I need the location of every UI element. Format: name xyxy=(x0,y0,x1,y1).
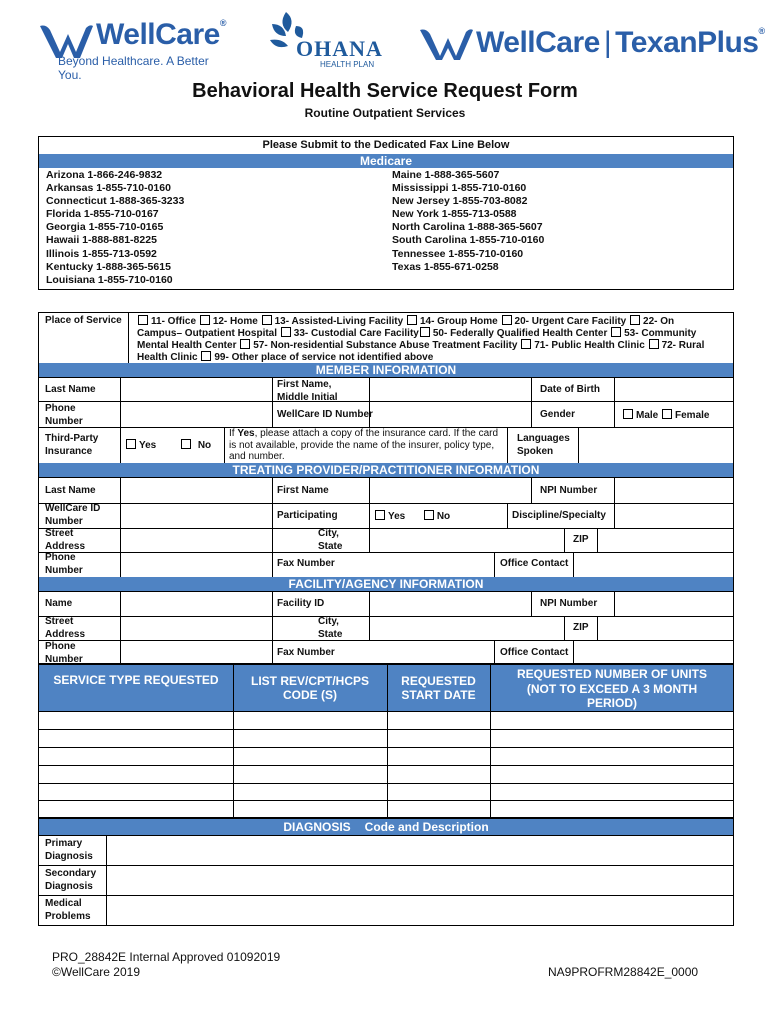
wellcare-wave-icon xyxy=(418,26,474,62)
gender-male-checkbox[interactable] xyxy=(623,409,633,419)
provider-street-field[interactable] xyxy=(121,529,272,552)
pos-22-checkbox[interactable] xyxy=(630,315,640,325)
form-subtitle: Routine Outpatient Services xyxy=(304,106,466,120)
medical-problems-label: Medical Problems xyxy=(45,898,91,922)
texanplus-text: TexanPlus xyxy=(615,26,759,59)
registered-mark: ® xyxy=(219,18,226,28)
pos-14-label: 14- Group Home xyxy=(419,316,498,327)
provider-info-header: TREATING PROVIDER/PRACTITIONER INFORMATION xyxy=(39,463,733,477)
primary-diagnosis-label: Primary Diagnosis xyxy=(45,838,93,862)
service-row[interactable] xyxy=(39,801,733,818)
participating-no-checkbox[interactable] xyxy=(424,510,434,520)
facility-zip-label: ZIP xyxy=(573,622,589,633)
provider-first-name-field[interactable] xyxy=(370,478,531,503)
pos-33-checkbox[interactable] xyxy=(281,327,291,337)
facility-office-label: Office Contact xyxy=(500,647,569,658)
facility-npi-label: NPI Number xyxy=(540,598,598,609)
provider-fax-field[interactable] xyxy=(370,553,494,577)
form-title: Behavioral Health Service Request Form xyxy=(192,80,578,102)
pos-99-checkbox[interactable] xyxy=(201,351,211,361)
third-party-yes-checkbox[interactable] xyxy=(126,439,136,449)
start-date-col-header: REQUESTED START DATE xyxy=(401,674,476,702)
pos-11-checkbox[interactable] xyxy=(138,315,148,325)
footer-approval: PRO_28842E Internal Approved 01092019 xyxy=(52,950,281,964)
facility-npi-field[interactable] xyxy=(615,592,733,616)
wellcare-logo-text: WellCare xyxy=(96,18,220,51)
pos-20-label: 20- Urgent Care Facility xyxy=(514,316,627,327)
pos-12-label: 12- Home xyxy=(212,316,258,327)
third-party-yes-label: Yes xyxy=(139,440,157,451)
provider-wcid-field[interactable] xyxy=(121,504,272,528)
fax-line: Kentucky 1-888-365-5615 xyxy=(46,260,171,273)
ohana-logo-text: OHANA xyxy=(296,36,383,61)
pos-33-label: 33- Custodial Care Facility xyxy=(293,328,419,339)
provider-city-field[interactable] xyxy=(370,529,564,552)
footer-form-code: NA9PROFRM28842E_0000 xyxy=(548,965,699,979)
third-party-no-checkbox[interactable] xyxy=(181,439,191,449)
pos-13-label: 13- Assisted-Living Facility xyxy=(274,316,404,327)
pos-13-checkbox[interactable] xyxy=(262,315,272,325)
pos-14-checkbox[interactable] xyxy=(407,315,417,325)
fax-line: New York 1-855-713-0588 xyxy=(392,208,517,221)
participating-yes-checkbox[interactable] xyxy=(375,510,385,520)
participating-label: Participating xyxy=(277,510,338,521)
fax-line: Florida 1-855-710-0167 xyxy=(46,208,159,221)
facility-id-field[interactable] xyxy=(370,592,531,616)
provider-fax-label: Fax Number xyxy=(277,558,335,569)
provider-zip-field[interactable] xyxy=(598,529,733,552)
units-col-header: REQUESTED NUMBER OF UNITS (NOT TO EXCEED A 3 MONTH PERIOD) xyxy=(516,667,707,710)
fax-line: Mississippi 1-855-710-0160 xyxy=(392,182,527,195)
participating-no-label: No xyxy=(436,511,451,522)
logo-separator: | xyxy=(603,26,612,59)
pos-71-checkbox[interactable] xyxy=(521,339,531,349)
fax-list-right xyxy=(392,169,544,274)
fax-line: Arkansas 1-855-710-0160 xyxy=(46,182,171,195)
member-last-name-label: Last Name xyxy=(45,384,96,395)
gender-female-label: Female xyxy=(675,410,710,421)
medical-problems-field[interactable] xyxy=(107,896,733,925)
languages-label: Languages Spoken xyxy=(517,433,570,457)
fax-line: New Jersey 1-855-703-8082 xyxy=(392,195,528,208)
pos-50-checkbox[interactable] xyxy=(420,327,430,337)
provider-office-field[interactable] xyxy=(574,553,733,577)
member-last-name-field[interactable] xyxy=(121,378,272,401)
primary-diagnosis-field[interactable] xyxy=(107,836,733,865)
provider-first-name-label: First Name xyxy=(277,485,329,496)
facility-fax-field[interactable] xyxy=(370,641,494,664)
pos-20-checkbox[interactable] xyxy=(502,315,512,325)
member-phone-field[interactable] xyxy=(121,402,272,427)
fax-line: North Carolina 1-888-365-5607 xyxy=(392,221,543,234)
member-phone-label: Phone Number xyxy=(45,403,83,427)
provider-city-label: City, State xyxy=(318,528,343,552)
fax-line: Hawaii 1-888-881-8225 xyxy=(46,234,157,247)
secondary-diagnosis-label: Secondary Diagnosis xyxy=(45,868,97,892)
member-info-header: MEMBER INFORMATION xyxy=(39,363,733,377)
member-dob-field[interactable] xyxy=(615,378,733,401)
facility-name-field[interactable] xyxy=(121,592,272,616)
provider-last-name-label: Last Name xyxy=(45,485,96,496)
pos-11-label: 11- Office xyxy=(151,316,197,327)
provider-npi-field[interactable] xyxy=(615,478,733,503)
provider-phone-label: Phone Number xyxy=(45,552,83,576)
footer-copyright: ©WellCare 2019 xyxy=(52,965,140,979)
pos-71-label: 71- Public Health Clinic xyxy=(534,340,645,351)
texanplus-wellcare-text: WellCare xyxy=(476,26,600,59)
rev-code-col-header: LIST REV/CPT/HCPS CODE (S) xyxy=(250,674,369,702)
provider-phone-field[interactable] xyxy=(121,553,272,577)
participating-yes-label: Yes xyxy=(388,511,406,522)
participating-options xyxy=(374,510,450,524)
service-row[interactable] xyxy=(39,730,733,747)
member-first-name-field[interactable] xyxy=(370,378,531,401)
fax-line: South Carolina 1-855-710-0160 xyxy=(392,234,545,247)
pos-22-label-cont: Campus– Outpatient Hospital xyxy=(137,328,278,339)
facility-id-label: Facility ID xyxy=(277,598,325,609)
fax-line: Connecticut 1-888-365-3233 xyxy=(46,195,185,208)
service-type-col-header: SERVICE TYPE REQUESTED xyxy=(53,673,219,687)
member-wcid-label: WellCare ID Number xyxy=(277,409,373,420)
service-row[interactable] xyxy=(39,766,733,783)
fax-line: Arizona 1-866-246-9832 xyxy=(46,169,163,181)
service-row[interactable] xyxy=(39,748,733,765)
fax-list-left xyxy=(46,169,184,287)
place-of-service-label: Place of Service xyxy=(45,315,122,326)
footer-left xyxy=(52,950,280,980)
pos-22-label: 22- On xyxy=(643,316,675,327)
pos-57-label: 57- Non-residential Substance Abuse Treatment Facility xyxy=(253,340,518,351)
fax-heading: Please Submit to the Dedicated Fax Line Below xyxy=(262,139,510,151)
provider-npi-label: NPI Number xyxy=(540,485,598,496)
service-row[interactable] xyxy=(39,784,733,800)
pos-12-checkbox[interactable] xyxy=(200,315,210,325)
fax-line: Maine 1-888-365-5607 xyxy=(392,169,500,181)
ohana-logo xyxy=(258,10,388,72)
pos-72-label-cont: Health Clinic xyxy=(137,352,198,363)
pos-53-checkbox[interactable] xyxy=(611,327,621,337)
pos-53-label: 53- Community xyxy=(624,328,697,339)
pos-99-label: 99- Other place of service not identified above xyxy=(214,352,434,363)
secondary-diagnosis-field[interactable] xyxy=(107,866,733,895)
pos-72-label: 72- Rural xyxy=(661,340,705,351)
discipline-label: Discipline/Specialty xyxy=(512,510,606,521)
wellcare-logo xyxy=(38,14,228,82)
pos-72-checkbox[interactable] xyxy=(649,339,659,349)
provider-last-name-field[interactable] xyxy=(121,478,272,503)
facility-zip-field[interactable] xyxy=(598,617,733,640)
provider-street-label: Street Address xyxy=(45,528,86,552)
registered-mark: ® xyxy=(758,26,765,36)
third-party-no-label: No xyxy=(197,440,212,451)
facility-street-field[interactable] xyxy=(121,617,272,640)
gender-male-label: Male xyxy=(636,410,659,421)
facility-city-field[interactable] xyxy=(370,617,564,640)
third-party-label: Third-Party Insurance xyxy=(45,433,99,457)
facility-office-field[interactable] xyxy=(574,641,733,664)
languages-field[interactable] xyxy=(579,428,733,463)
facility-fax-label: Fax Number xyxy=(277,647,335,658)
medicare-band: Medicare xyxy=(39,154,733,168)
member-dob-label: Date of Birth xyxy=(540,384,600,395)
discipline-field[interactable] xyxy=(615,504,733,528)
fax-line: Georgia 1-855-710-0165 xyxy=(46,221,164,234)
facility-phone-field[interactable] xyxy=(121,641,272,664)
member-first-name-label: First Name, Middle Initial xyxy=(277,379,338,403)
provider-wcid-label: WellCare ID Number xyxy=(45,503,101,527)
diagnosis-header: DIAGNOSIS Code and Description xyxy=(39,819,733,835)
facility-street-label: Street Address xyxy=(45,616,86,640)
facility-name-label: Name xyxy=(45,598,73,609)
gender-female-checkbox[interactable] xyxy=(662,409,672,419)
pos-53-label-cont: Mental Health Center xyxy=(137,340,237,351)
pos-50-label: 50- Federally Qualified Health Center xyxy=(432,328,608,339)
fax-line: Texas 1-855-671-0258 xyxy=(392,260,499,273)
pos-57-checkbox[interactable] xyxy=(240,339,250,349)
facility-city-label: City, State xyxy=(318,616,343,640)
provider-zip-label: ZIP xyxy=(573,534,589,545)
member-gender-options xyxy=(622,409,709,423)
fax-line: Illinois 1-855-713-0592 xyxy=(46,247,157,260)
facility-phone-label: Phone Number xyxy=(45,641,83,665)
ohana-logo-subtext: HEALTH PLAN xyxy=(320,60,375,69)
service-row[interactable] xyxy=(39,712,733,729)
member-gender-label: Gender xyxy=(540,409,576,420)
provider-office-label: Office Contact xyxy=(500,558,569,569)
texanplus-logo xyxy=(418,24,765,64)
fax-line: Louisiana 1-855-710-0160 xyxy=(46,273,173,286)
third-party-options xyxy=(125,439,211,453)
third-party-note: If Yes, please attach a copy of the insurance card. If the card is not available, provide the name of the insurer, policy type, and number. xyxy=(229,428,499,462)
wellcare-tagline: Beyond Healthcare. A Better You. xyxy=(58,54,209,82)
fax-line: Tennessee 1-855-710-0160 xyxy=(392,247,524,260)
member-wcid-field[interactable] xyxy=(370,402,531,427)
facility-info-header: FACILITY/AGENCY INFORMATION xyxy=(39,577,733,591)
